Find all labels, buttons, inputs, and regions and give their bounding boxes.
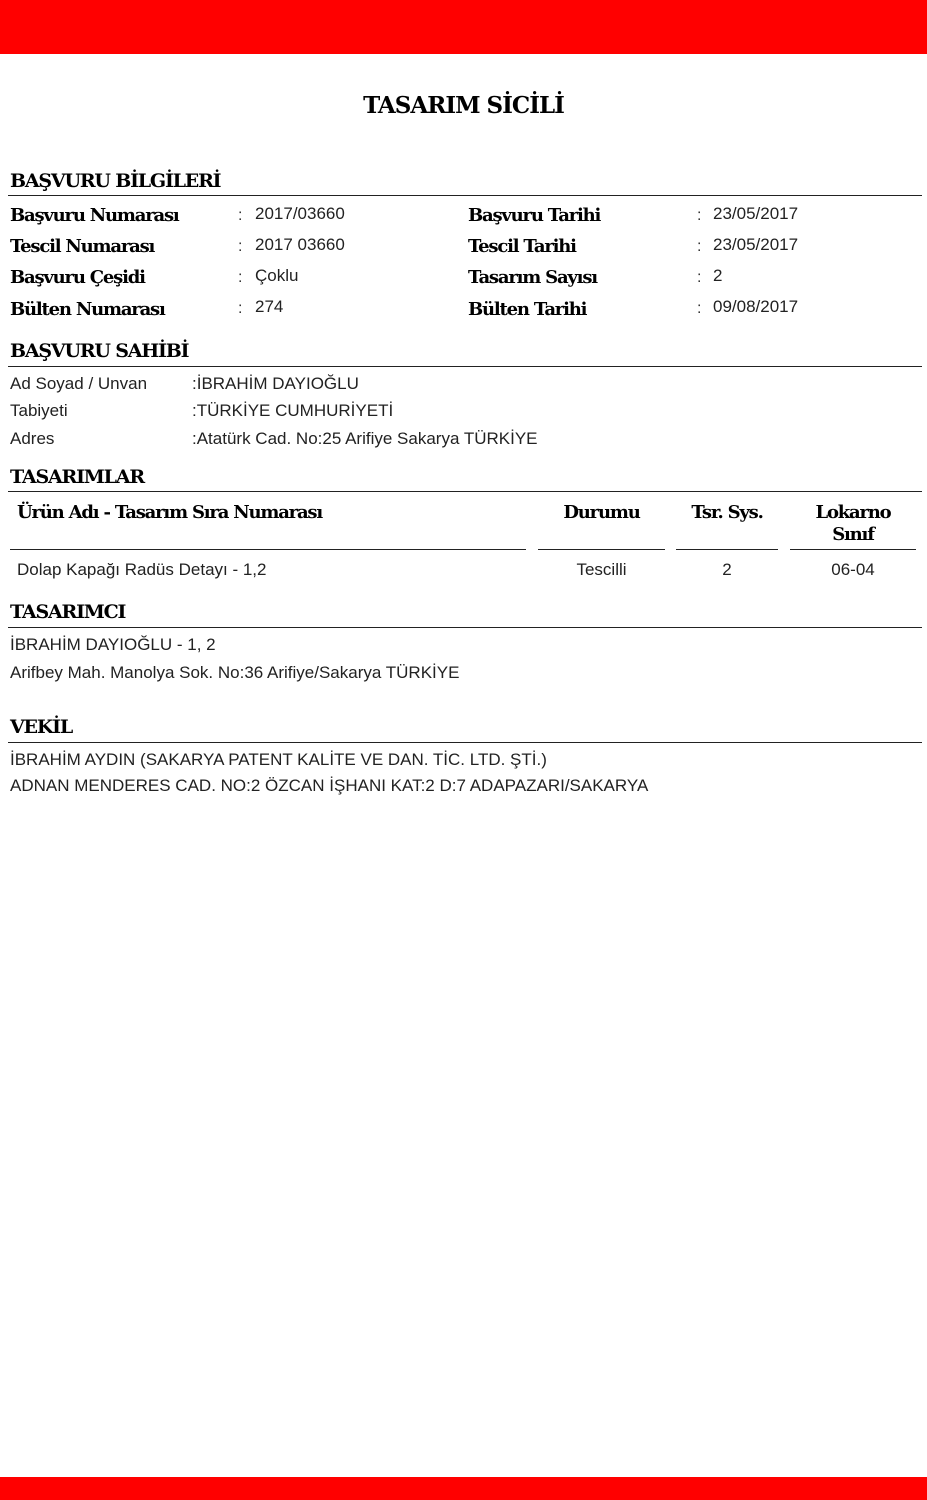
- vekil-address: ADNAN MENDERES CAD. NO:2 ÖZCAN İŞHANI KAT:2 D:7 ADAPAZARI/SAKARYA: [10, 776, 649, 795]
- column-underline: [676, 549, 778, 550]
- section-heading-tasarimlar: TASARIMLAR: [10, 466, 144, 488]
- table-cell-urun-adi: Dolap Kapağı Radüs Detayı - 1,2: [17, 560, 267, 579]
- section-divider: [8, 366, 922, 367]
- section-heading-basvuru-bilgileri: BAŞVURU BİLGİLERİ: [10, 170, 221, 192]
- colon: :: [238, 207, 243, 224]
- colon: :: [697, 207, 702, 224]
- column-header-durumu: Durumu: [563, 502, 640, 523]
- colon: :: [697, 269, 702, 286]
- section-heading-vekil: VEKİL: [10, 716, 72, 738]
- colon: :: [697, 300, 702, 317]
- column-header-urun-adi: Ürün Adı - Tasarım Sıra Numarası: [17, 502, 322, 523]
- colon: :: [238, 269, 243, 286]
- value-basvuru-cesidi: Çoklu: [255, 266, 299, 285]
- section-divider: [8, 195, 922, 196]
- value-basvuru-tarihi: 23/05/2017: [713, 204, 799, 223]
- label-tescil-numarasi: Tescil Numarası: [10, 236, 155, 257]
- section-heading-tasarimci: TASARIMCI: [10, 601, 126, 623]
- label-basvuru-numarasi: Başvuru Numarası: [10, 205, 179, 226]
- section-heading-basvuru-sahibi: BAŞVURU SAHİBİ: [10, 340, 189, 362]
- top-red-bar: [0, 0, 927, 54]
- label-bulten-numarasi: Bülten Numarası: [10, 299, 165, 320]
- label-adres: Adres: [10, 429, 55, 448]
- section-divider: [8, 491, 922, 492]
- colon: :: [238, 300, 243, 317]
- tasarimci-address: Arifbey Mah. Manolya Sok. No:36 Arifiye/Sakarya TÜRKİYE: [10, 663, 460, 682]
- value-bulten-numarasi: 274: [255, 297, 284, 316]
- section-divider: [8, 742, 922, 743]
- document-title: TASARIM SİCİLİ: [363, 92, 564, 119]
- label-tabiyeti: Tabiyeti: [10, 401, 68, 420]
- table-cell-tsr-sys: 2: [722, 560, 732, 579]
- colon: :: [238, 238, 243, 255]
- column-header-tsr-sys: Tsr. Sys.: [691, 502, 763, 523]
- column-underline: [538, 549, 665, 550]
- table-cell-durumu: Tescilli: [576, 560, 627, 579]
- label-tasarim-sayisi: Tasarım Sayısı: [468, 267, 597, 288]
- column-header-lokarno: [790, 502, 916, 546]
- value-basvuru-numarasi: 2017/03660: [255, 204, 345, 223]
- tasarimci-name: İBRAHİM DAYIOĞLU - 1, 2: [10, 635, 216, 654]
- colon: :: [697, 238, 702, 255]
- value-ad-soyad-unvan: :İBRAHİM DAYIOĞLU: [192, 374, 359, 393]
- label-basvuru-tarihi: Başvuru Tarihi: [468, 205, 601, 226]
- label-tescil-tarihi: Tescil Tarihi: [468, 236, 576, 257]
- value-tescil-numarasi: 2017 03660: [255, 235, 345, 254]
- column-header-lokarno-line2: Sınıf: [832, 524, 874, 545]
- column-header-lokarno-line1: Lokarno: [815, 502, 891, 523]
- value-tabiyeti: :TÜRKİYE CUMHURİYETİ: [192, 401, 394, 420]
- table-cell-lokarno: 06-04: [831, 560, 875, 579]
- column-underline: [10, 549, 526, 550]
- label-basvuru-cesidi: Başvuru Çeşidi: [10, 267, 145, 288]
- column-underline: [790, 549, 916, 550]
- label-bulten-tarihi: Bülten Tarihi: [468, 299, 587, 320]
- bottom-red-bar: [0, 1477, 927, 1500]
- section-divider: [8, 627, 922, 628]
- value-tasarim-sayisi: 2: [713, 266, 723, 285]
- label-ad-soyad-unvan: Ad Soyad / Unvan: [10, 374, 148, 393]
- value-bulten-tarihi: 09/08/2017: [713, 297, 799, 316]
- value-adres: :Atatürk Cad. No:25 Arifiye Sakarya TÜRKİYE: [192, 429, 538, 448]
- value-tescil-tarihi: 23/05/2017: [713, 235, 799, 254]
- vekil-name: İBRAHİM AYDIN (SAKARYA PATENT KALİTE VE DAN. TİC. LTD. ŞTİ.): [10, 750, 547, 769]
